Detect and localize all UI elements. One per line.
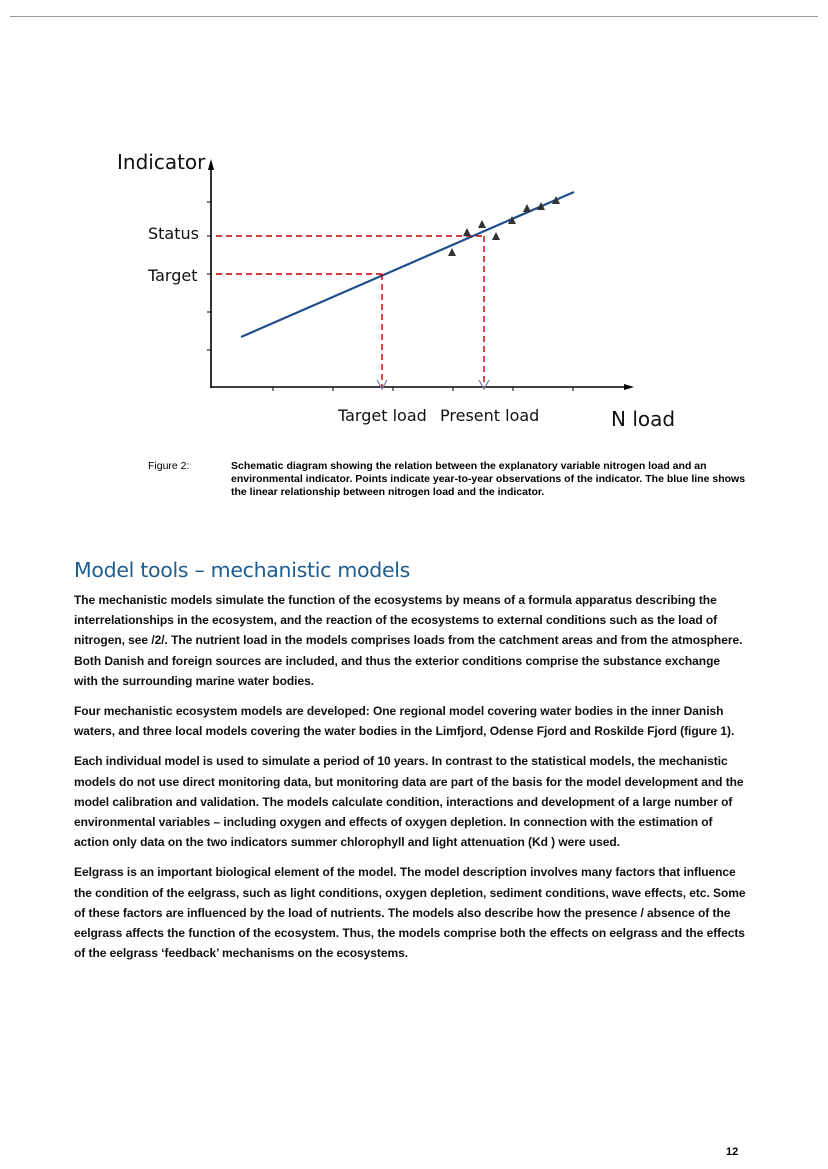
observation-point bbox=[492, 232, 500, 240]
paragraph: Each individual model is used to simulate a period of 10 years. In contrast to the statistical models, the mechanistic models do not use direct monitoring data, but monitoring data are part of the basis for the model development and the model calibration and validation. The models calculate condition, interactions and development of a large number of environmental variables – including oxygen and effects of oxygen depletion. In connection with the estimation of action only data on the two indicators summer chlorophyll and light attenuation (Kd ) were used. bbox=[74, 754, 744, 850]
observation-point bbox=[478, 220, 486, 228]
figure-diagram bbox=[0, 140, 828, 440]
x-axis-arrow bbox=[624, 384, 634, 390]
caption-label: Figure 2: bbox=[148, 460, 190, 472]
paragraph: Four mechanistic ecosystem models are developed: One regional model covering water bodies in the inner Danish waters, and three local models covering the water bodies in the Limfjord, Odense Fjord and Roskilde Fjord (figure 1). bbox=[74, 704, 735, 739]
observation-point bbox=[463, 228, 471, 236]
top-rule bbox=[10, 16, 818, 17]
section-title: Model tools – mechanistic models bbox=[74, 558, 411, 582]
present-load-label: Present load bbox=[440, 406, 540, 425]
dashed-guides bbox=[216, 236, 484, 386]
target-load-label: Target load bbox=[338, 406, 427, 425]
status-label: Status bbox=[148, 224, 199, 243]
y-axis-label: Indicator bbox=[117, 150, 206, 174]
page-number: 12 bbox=[726, 1146, 739, 1158]
paragraph: Eelgrass is an important biological element of the model. The model description involves many factors that influence the condition of the eelgrass, such as light conditions, oxygen depletion, sediment conditions, wave effects, etc. Some of these factors are influenced by the load of nutrients. The models also describe how the presence / absence of the eelgrass affects the function of the ecosystem. Thus, the models comprise both the effects on eelgrass and the effects of the eelgrass ‘feedback’ mechanisms on the ecosystems. bbox=[74, 865, 746, 961]
relationship-line bbox=[241, 192, 574, 337]
diagram-svg bbox=[0, 140, 828, 440]
target-label: Target bbox=[148, 266, 198, 285]
observation-point bbox=[523, 204, 531, 212]
y-axis-arrow bbox=[208, 159, 214, 170]
paragraph: The mechanistic models simulate the function of the ecosystems by means of a formula apparatus describing the interrelationships in the ecosystem, and the reaction of the ecosystems to external conditions such as the load of nitrogen, see /2/. The nutrient load in the models comprises loads from the catchment areas and from the atmosphere. Both Danish and foreign sources are included, and thus the exterior conditions comprise the substance exchange with the surrounding marine water bodies. bbox=[74, 593, 743, 688]
caption-text: Schematic diagram showing the relation between the explanatory variable nitrogen load and an environmental indicator. Points indicate year-to-year observations of the indicator. The blue line shows the linear relationship between nitrogen load and the indicator. bbox=[231, 460, 746, 498]
section-mechanistic-models bbox=[74, 558, 746, 973]
observation-point bbox=[448, 248, 456, 256]
x-axis-label: N load bbox=[611, 407, 676, 431]
